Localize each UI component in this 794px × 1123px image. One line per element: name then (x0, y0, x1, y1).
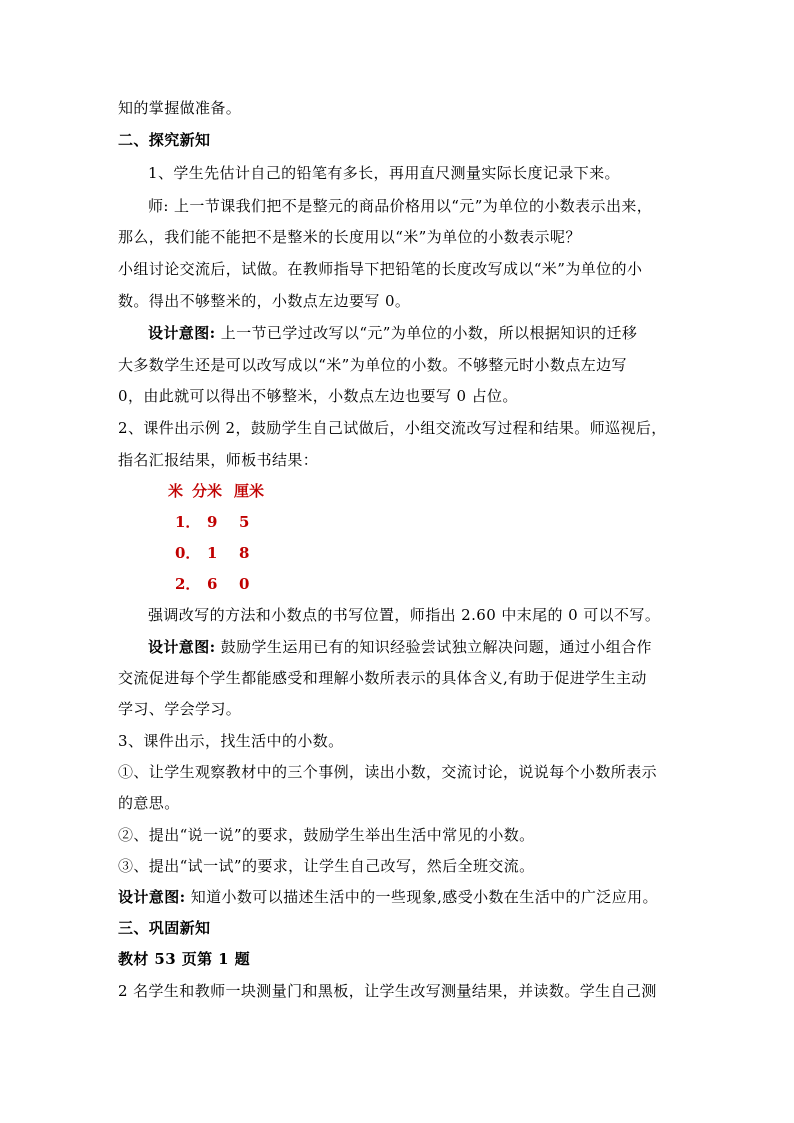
design-intent-label: 设计意图: (148, 638, 216, 656)
design-intent-paragraph (148, 637, 718, 657)
unit-meter: 米 (168, 482, 184, 500)
text-line: 0，由此就可以得出不够整米，小数点左边也要写 0 占位。 (118, 387, 518, 405)
section-heading: 二、探究新知 (118, 131, 211, 149)
text-line: 2、课件出示例 2，鼓励学生自己试做后，小组交流改写过程和结果。师巡视后， (118, 419, 667, 437)
unit-decimeter: 分米 (192, 482, 223, 500)
document-page: 知的掌握做准备。 二、探究新知 1、学生先估计自己的铅笔有多长，再用直尺测量实际长度记录下来。 师: 上一节课我们把不是整元的商品价格用以“元”为单位的小数表示出来， 那么，我们能不能把不是整米的长度用以“米”为单位的小数表示呢？ 小组讨论交流后，试做。在教师指导下把铅笔的长度改写成以“米”为单位的小 数。得出不够整米的，小数点左边要写 0。 设计意图: 上一节已学过改写以“元”为单位的小数，所以根据知识的迁移 大多数学生还是可以改写成以“米”为单位的小数。不够整元时小数点左边写 0，由此就可以得出不够整米，小数点左边也要写 0 占位。 2、课件出示例 2，鼓励学生自己试做后，小组交流改写过程和结果。师巡视后， 指名汇报结果，师板书结果： 米 分米 厘米 1． 9 5 0． 1 8 2． 6 0 强调改写的方法和小数点的书写位置，师指出 2.60 中末尾的 0 可以不写。 设计意图: 鼓励学生运用已有的知识经验尝试独立解决问题，通过小组合作 交流促进每个学生都能感受和理解小数所表示的具体含义,有助于促进学生主动 学习、学会学习。 3、课件出示，找生活中的小数。 ①、让学生观察教材中的三个事例，读出小数，交流讨论，说说每个小数所表示 的意思。 ②、提出“说一说”的要求，鼓励学生举出生活中常见的小数。 ③、提出“试一试”的要求，让学生自己改写，然后全班交流。 设计意图: 知道小数可以描述生活中的一些现象,感受小数在生活中的广泛应用。 三、巩固新知 教材 53 页第 1 题 2 名学生和教师一块测量门和黑板，让学生改写测量结果，并读数。学生自己测 (0, 0, 794, 1123)
text-line: 学习、学会学习。 (118, 700, 242, 718)
text-line: 2 名学生和教师一块测量门和黑板，让学生改写测量结果，并读数。学生自己测 (118, 982, 657, 1000)
design-intent-label: 设计意图: (148, 324, 216, 342)
text-line: 那么，我们能不能把不是整米的长度用以“米”为单位的小数表示呢？ (118, 228, 581, 246)
text-line: ②、提出“说一说”的要求，鼓励学生举出生活中常见的小数。 (118, 826, 535, 844)
text-line: 大多数学生还是可以改写成以“米”为单位的小数。不够整元时小数点左边写 (118, 356, 627, 374)
text-line: 的意思。 (118, 794, 180, 812)
text-line: 上一节已学过改写以“元”为单位的小数，所以根据知识的迁移 (220, 324, 638, 342)
text-line: 强调改写的方法和小数点的书写位置，师指出 2.60 中末尾的 0 可以不写。 (148, 606, 661, 624)
text-line: 指名汇报结果，师板书结果： (118, 451, 319, 469)
text-line: 鼓励学生运用已有的知识经验尝试独立解决问题，通过小组合作 (220, 638, 652, 656)
text-line: 数。得出不够整米的，小数点左边要写 0。 (118, 292, 411, 310)
design-intent-label: 设计意图: (118, 888, 186, 906)
text-line: 1、学生先估计自己的铅笔有多长，再用直尺测量实际长度记录下来。 (148, 164, 620, 182)
text-line: 小组讨论交流后，试做。在教师指导下把铅笔的长度改写成以“米”为单位的小 (118, 260, 643, 278)
text-line: ③、提出“试一试”的要求，让学生自己改写，然后全班交流。 (118, 857, 535, 875)
unit-centimeter: 厘米 (234, 482, 265, 500)
text-line: 知道小数可以描述生活中的一些现象,感受小数在生活中的广泛应用。 (190, 888, 658, 906)
text-line: 3、课件出示，找生活中的小数。 (118, 732, 344, 750)
design-intent-paragraph (118, 887, 688, 907)
exercise-reference: 教材 53 页第 1 题 (118, 950, 251, 968)
text-line: 知的掌握做准备。 (118, 99, 242, 117)
text-line: ①、让学生观察教材中的三个事例，读出小数，交流讨论，说说每个小数所表示 (118, 763, 658, 781)
design-intent-paragraph (148, 323, 718, 343)
text-line: 交流促进每个学生都能感受和理解小数所表示的具体含义,有助于促进学生主动 (118, 669, 647, 687)
text-line: 师: 上一节课我们把不是整元的商品价格用以“元”为单位的小数表示出来， (148, 197, 653, 215)
section-heading: 三、巩固新知 (118, 919, 211, 937)
